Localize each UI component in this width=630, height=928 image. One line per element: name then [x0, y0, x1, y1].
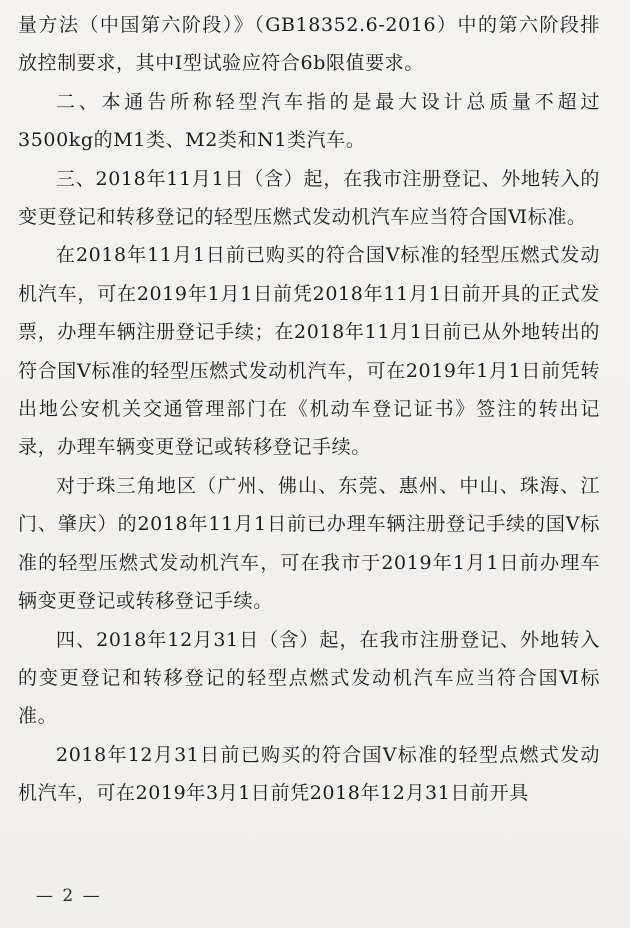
paragraph-continuation-emission-standard: 量方法（中国第六阶段）》（GB18352.6-2016）中的第六阶段排放控制要求，其中Ⅰ型试验应符合6b限值要求。 [18, 14, 600, 75]
paragraph-diesel-transition-rules: 在2018年11月1日前已购买的符合国Ⅴ标准的轻型压燃式发动机汽车，可在2019年1月1日前凭2018年11月1日前开具的正式发票，办理车辆注册登记手续；在2018年11月1日前已从外地转出的符合国Ⅴ标准的轻型压燃式发动机汽车，可在2019年1月1日前凭转出地公安机关交通管理部门在《机动车登记证书》签注的转出记录，办理车辆变更登记或转移登记手续。 [18, 244, 600, 459]
paragraph-section-two-light-vehicle-definition: 二、本通告所称轻型汽车指的是最大设计总质量不超过3500kg的M1类、M2类和N1类汽车。 [18, 90, 600, 152]
paragraph-section-four-gasoline-requirement: 四、2018年12月31日（含）起，在我市注册登记、外地转入的变更登记和转移登记的轻型点燃式发动机汽车应当符合国Ⅵ标准。 [18, 628, 600, 728]
paragraph-pearl-river-delta-exception: 对于珠三角地区（广州、佛山、东莞、惠州、中山、珠海、江门、肇庆）的2018年11月1日前已办理车辆注册登记手续的国Ⅴ标准的轻型压燃式发动机汽车，可在我市于2019年1月1日前办理车辆变更登记或转移登记手续。 [18, 474, 600, 613]
page-number: — 2 — [36, 886, 102, 906]
paragraph-section-three-diesel-requirement: 三、2018年11月1日（含）起，在我市注册登记、外地转入的变更登记和转移登记的轻型压燃式发动机汽车应当符合国Ⅵ标准。 [18, 167, 600, 229]
paragraph-gasoline-transition-rules: 2018年12月31日前已购买的符合国Ⅴ标准的轻型点燃式发动机汽车，可在2019年3月1日前凭2018年12月31日前开具 [18, 743, 600, 805]
document-body [18, 6, 600, 813]
